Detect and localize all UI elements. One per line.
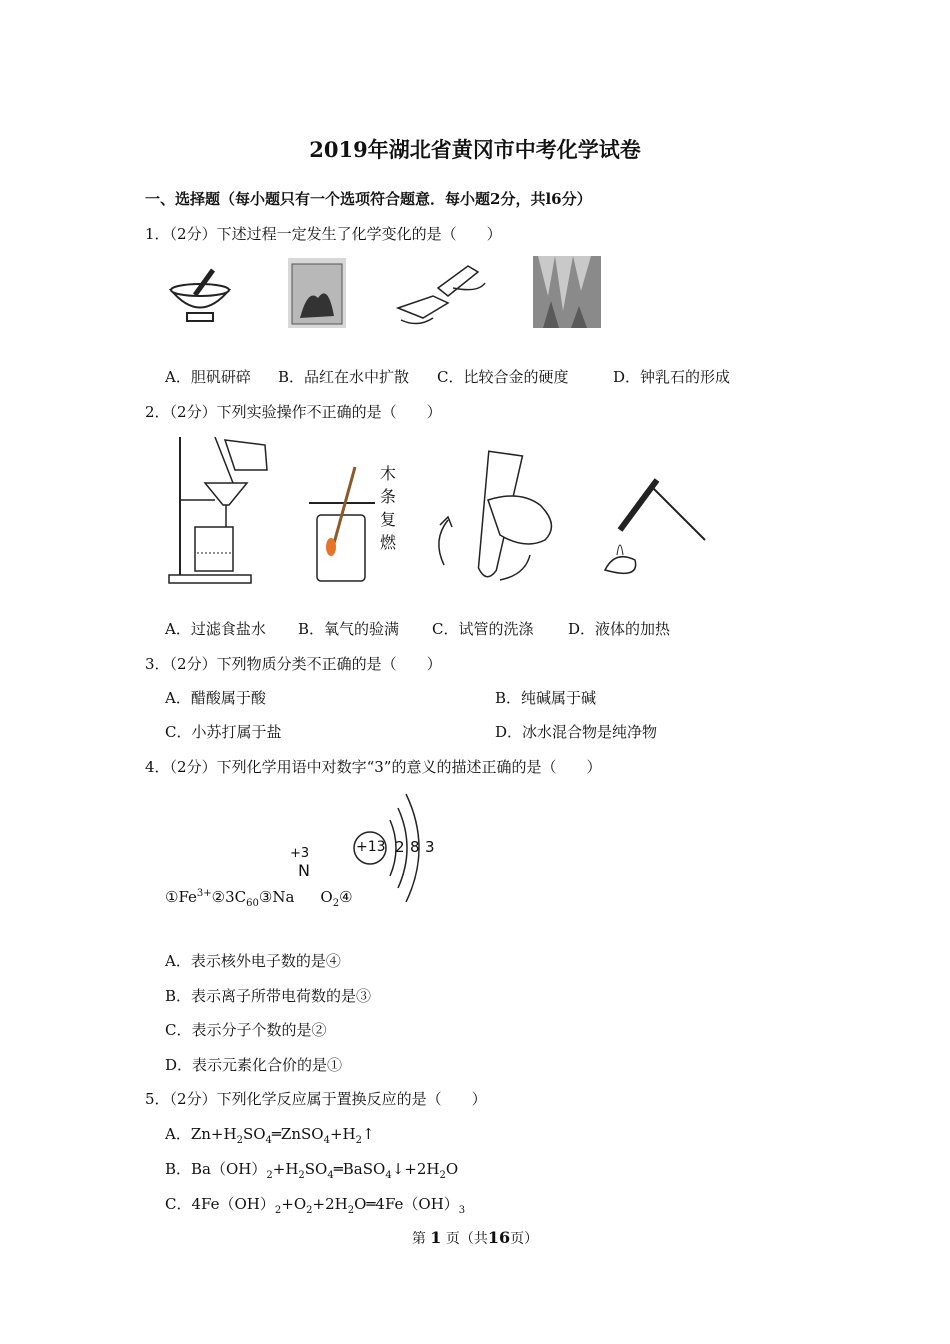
q5-stem: 5．（2分）下列化学反应属于置换反应的是（ ） bbox=[145, 1090, 487, 1108]
q1-stem: 1．（2分）下述过程一定发生了化学变化的是（ ） bbox=[145, 225, 502, 243]
q1-option-d[interactable]: D．钟乳石的形成 bbox=[613, 368, 731, 386]
q3-option-d[interactable]: D．冰水混合物是纯净物 bbox=[495, 723, 658, 741]
q2-figure-test-tube-washing bbox=[430, 445, 570, 585]
q4-shell-1: 2 bbox=[395, 838, 405, 856]
q1-figure-mortar bbox=[165, 265, 235, 330]
q3-stem: 3．（2分）下列物质分类不正确的是（ ） bbox=[145, 655, 442, 673]
q2-option-d[interactable]: D．液体的加热 bbox=[568, 620, 671, 638]
section-heading: 一、选择题（每小题只有一个选项符合题意．每小题2分，共l6分） bbox=[145, 190, 592, 208]
q4-option-c[interactable]: C．表示分子个数的是② bbox=[165, 1021, 327, 1039]
footer-total-pages: 16 bbox=[487, 1228, 511, 1247]
q1-figure-beaker-dye bbox=[288, 258, 346, 328]
q2-stem: 2．（2分）下列实验操作不正确的是（ ） bbox=[145, 403, 442, 421]
q2-figure-label: 木 条 复 燃 bbox=[380, 464, 397, 552]
q2-figure-filtration bbox=[165, 435, 275, 585]
q1-option-b[interactable]: B．品红在水中扩散 bbox=[278, 368, 410, 386]
q5-option-c[interactable]: C．$4Fe(OH)_2+O_2+2H_2O═4Fe(OH)_3$ bbox=[165, 1195, 466, 1216]
q2-figure-liquid-heating bbox=[595, 470, 710, 585]
q2-figure-oxygen-test bbox=[305, 455, 375, 585]
q2-option-b[interactable]: B．氧气的验满 bbox=[298, 620, 400, 638]
q1-figure-stalactite bbox=[533, 256, 601, 328]
q4-valence: +3 bbox=[290, 846, 310, 861]
q3-option-b[interactable]: B．纯碱属于碱 bbox=[495, 689, 597, 707]
q2-option-c[interactable]: C．试管的洗涤 bbox=[432, 620, 534, 638]
q1-option-a[interactable]: A．胆矾研碎 bbox=[165, 368, 251, 386]
q4-shell-3: 3 bbox=[425, 838, 435, 856]
q1-figure-alloy-scratch bbox=[393, 258, 488, 333]
q4-nucleus: +13 bbox=[356, 839, 386, 855]
q4-option-b[interactable]: B．表示离子所带电荷数的是③ bbox=[165, 987, 372, 1005]
q4-shell-2: 8 bbox=[410, 838, 420, 856]
page-title: 2019年湖北省黄冈市中考化学试卷 bbox=[309, 137, 641, 162]
q4-element: N bbox=[298, 861, 310, 880]
q5-option-b[interactable]: B．$Ba(OH)_2+H_2SO_4═BaSO_4↓+2H_2O$ bbox=[165, 1160, 459, 1181]
q1-option-c[interactable]: C．比较合金的硬度 bbox=[437, 368, 569, 386]
q4-option-d[interactable]: D．表示元素化合价的是① bbox=[165, 1056, 343, 1074]
page-footer: 第 1 页（共16页） bbox=[411, 1228, 539, 1247]
footer-page-number: 1 bbox=[430, 1228, 442, 1247]
q4-option-a[interactable]: A．表示核外电子数的是④ bbox=[165, 952, 341, 970]
q2-option-a[interactable]: A．过滤食盐水 bbox=[165, 620, 266, 638]
q5-option-a[interactable]: A．$Zn+H_2SO_4═ZnSO_4+H_2↑$ bbox=[165, 1125, 375, 1146]
q3-option-a[interactable]: A．醋酸属于酸 bbox=[165, 689, 266, 707]
q3-option-c[interactable]: C．小苏打属于盐 bbox=[165, 723, 282, 741]
q4-expressions: $①Fe^{3+}②3C_{60}③Na$ $O_2④$ bbox=[165, 888, 353, 909]
q4-stem: 4．（2分）下列化学用语中对数字“3”的意义的描述正确的是（ ） bbox=[145, 758, 602, 776]
